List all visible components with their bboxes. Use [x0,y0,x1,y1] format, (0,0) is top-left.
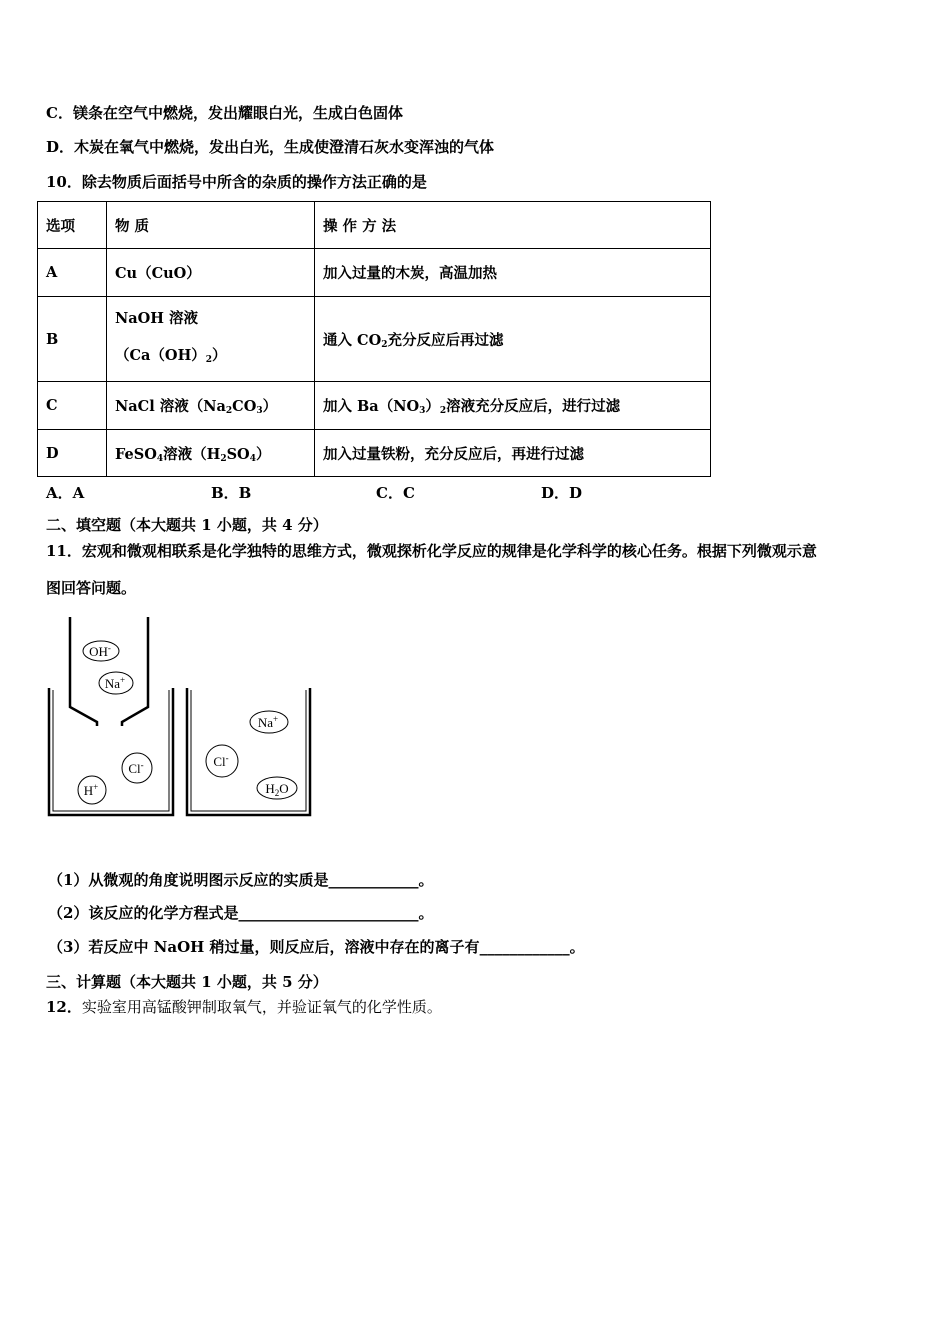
choice-c[interactable]: C．C [376,484,415,502]
row-b-option: B [38,297,107,382]
header-substance: 物 质 [107,202,315,249]
row-c-option: C [38,382,107,430]
choice-b[interactable]: B．B [211,484,252,502]
h-ion [78,776,106,804]
dropper [70,617,148,726]
row-c-substance: NaCl 溶液$(Na_2CO_3)$ [107,382,315,430]
header-method: 操 作 方 法 [315,202,711,249]
option-d-text: D．木炭在氧气中燃烧，发出白光，生成使澄清石灰水变浑浊的气体 [46,138,495,156]
answer-blank-2[interactable]: ________________________ [238,904,419,922]
micro-reaction-diagram [40,612,330,828]
table-header-row [38,202,711,249]
left-beaker [49,688,173,815]
answer-blank-3[interactable]: ____________ [479,938,570,956]
header-option: 选项 [38,202,107,249]
question-11-line1: 11．宏观和微观相联系是化学独特的思维方式，微观探析化学反应的规律是化学科学的核心任务。根据下列微观示意 [46,542,817,560]
option-c-text: C．镁条在空气中燃烧，发出耀眼白光，生成白色固体 [46,104,403,122]
table-row [38,297,711,382]
row-d-substance: FeSO$_4$溶液$(H_2SO_4)$ [107,430,315,477]
choice-a[interactable]: A．A [46,484,85,502]
row-a-substance: Cu（CuO） [107,249,315,297]
row-b-substance [107,297,315,382]
row-a-option: A [38,249,107,297]
table-row [38,430,711,477]
question-12: 12．实验室用高锰酸钾制取氧气，并验证氧气的化学性质。 [46,998,442,1016]
section-2-heading: 二、填空题（本大题共 1 小题，共 4 分） [46,516,328,534]
choice-d[interactable]: D．D [541,484,583,502]
na-ion-right [250,711,288,733]
svg-text:Cl-: Cl- [128,760,144,776]
row-c-method: 加入 $Ba(NO_3)_2$溶液充分反应后，进行过滤 [315,382,711,430]
table-row [38,382,711,430]
sub-question-3: （3）若反应中 NaOH 稍过量，则反应后，溶液中存在的离子有____________。 [48,938,585,956]
row-d-method: 加入过量铁粉，充分反应后，再进行过滤 [315,430,711,477]
na-ion-left [99,672,133,694]
answer-blank-1[interactable]: ____________ [328,871,419,889]
row-b-substance-line2: $(Ca(OH)_2)$ [115,347,227,365]
cl-ion-left [122,753,152,783]
row-d-option: D [38,430,107,477]
question-11-line2: 图回答问题。 [46,579,137,597]
row-b-method: 通入 $CO_2$充分反应后再过滤 [315,297,711,382]
svg-text:Na+: Na+ [104,675,126,691]
question-10-table [37,201,711,477]
oh-ion [83,641,119,661]
sub-question-1: （1）从微观的角度说明图示反应的实质是____________。 [48,871,434,889]
svg-text:OH-: OH- [89,643,111,659]
cl-ion-right [206,745,238,777]
svg-text:Na+: Na+ [257,714,279,730]
svg-text:H+: H+ [83,782,99,798]
h2o-molecule [257,777,297,799]
row-b-substance-line1: NaOH 溶液 [115,310,199,327]
question-10: 10．除去物质后面括号中所含的杂质的操作方法正确的是 [46,173,427,191]
svg-text:Cl-: Cl- [213,753,229,769]
section-3-heading: 三、计算题（本大题共 1 小题，共 5 分） [46,973,328,991]
row-a-method: 加入过量的木炭，高温加热 [315,249,711,297]
table-row [38,249,711,297]
svg-text:H2O: $H_2O$ [265,781,289,798]
sub-question-2: （2）该反应的化学方程式是________________________。 [48,904,434,922]
